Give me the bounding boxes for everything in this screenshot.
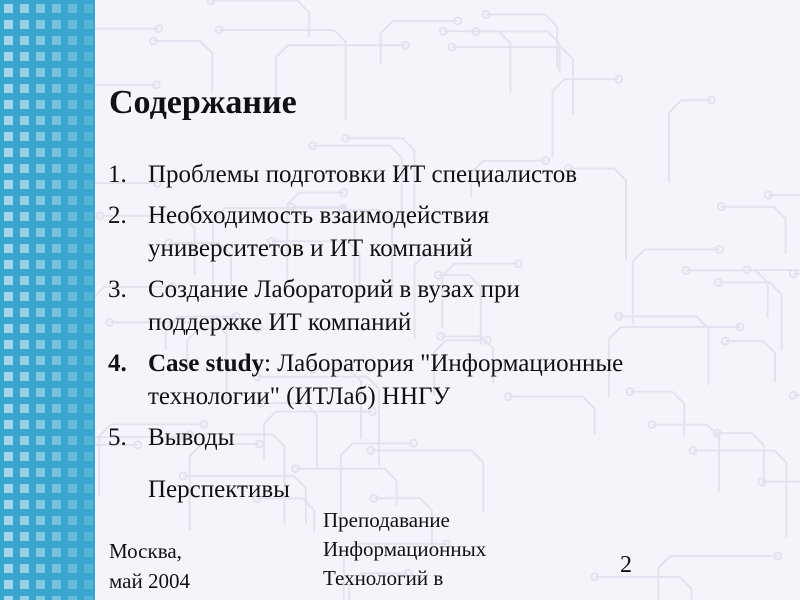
- footer-title-line: Преподавание: [323, 508, 450, 532]
- agenda-item-number: 2.: [108, 202, 127, 229]
- footer-location-date: [109, 536, 190, 596]
- agenda-item-text: Выводы: [148, 424, 235, 451]
- agenda-item-number: 4.: [108, 350, 127, 377]
- agenda-item-4: [108, 347, 788, 413]
- footer-title: [323, 506, 583, 593]
- agenda-item-5: [108, 421, 788, 454]
- footer-title-line: Информационных: [323, 537, 487, 561]
- agenda-item-number: 3.: [108, 276, 127, 303]
- agenda-item-text: [148, 347, 758, 413]
- slide-title: Содержание: [109, 84, 297, 121]
- footer-date: май 2004: [109, 569, 190, 593]
- agenda-item-2: [108, 199, 788, 265]
- case-study-label: Case study: [148, 350, 264, 377]
- footer-location: Москва,: [109, 539, 182, 563]
- footer-title-line: Технологий в: [323, 566, 444, 590]
- page-number: 2: [620, 552, 632, 578]
- agenda-item-number: 1.: [108, 161, 127, 188]
- case-study-text: : Лаборатория "Информационные технологии" (ИТЛаб) ННГУ: [148, 350, 624, 410]
- agenda-item-text: Создание Лабораторий в вузах при поддержке ИТ компаний: [148, 276, 520, 336]
- agenda-item-text: Проблемы подготовки ИТ специалистов: [148, 161, 578, 188]
- agenda-item-3: [108, 273, 788, 339]
- agenda-list: [108, 158, 788, 462]
- agenda-extra-line: Перспективы: [148, 476, 290, 503]
- agenda-item-text: Необходимость взаимодействия университетов и ИТ компаний: [148, 202, 490, 262]
- agenda-item-1: [108, 158, 788, 191]
- agenda-item-number: 5.: [108, 424, 127, 451]
